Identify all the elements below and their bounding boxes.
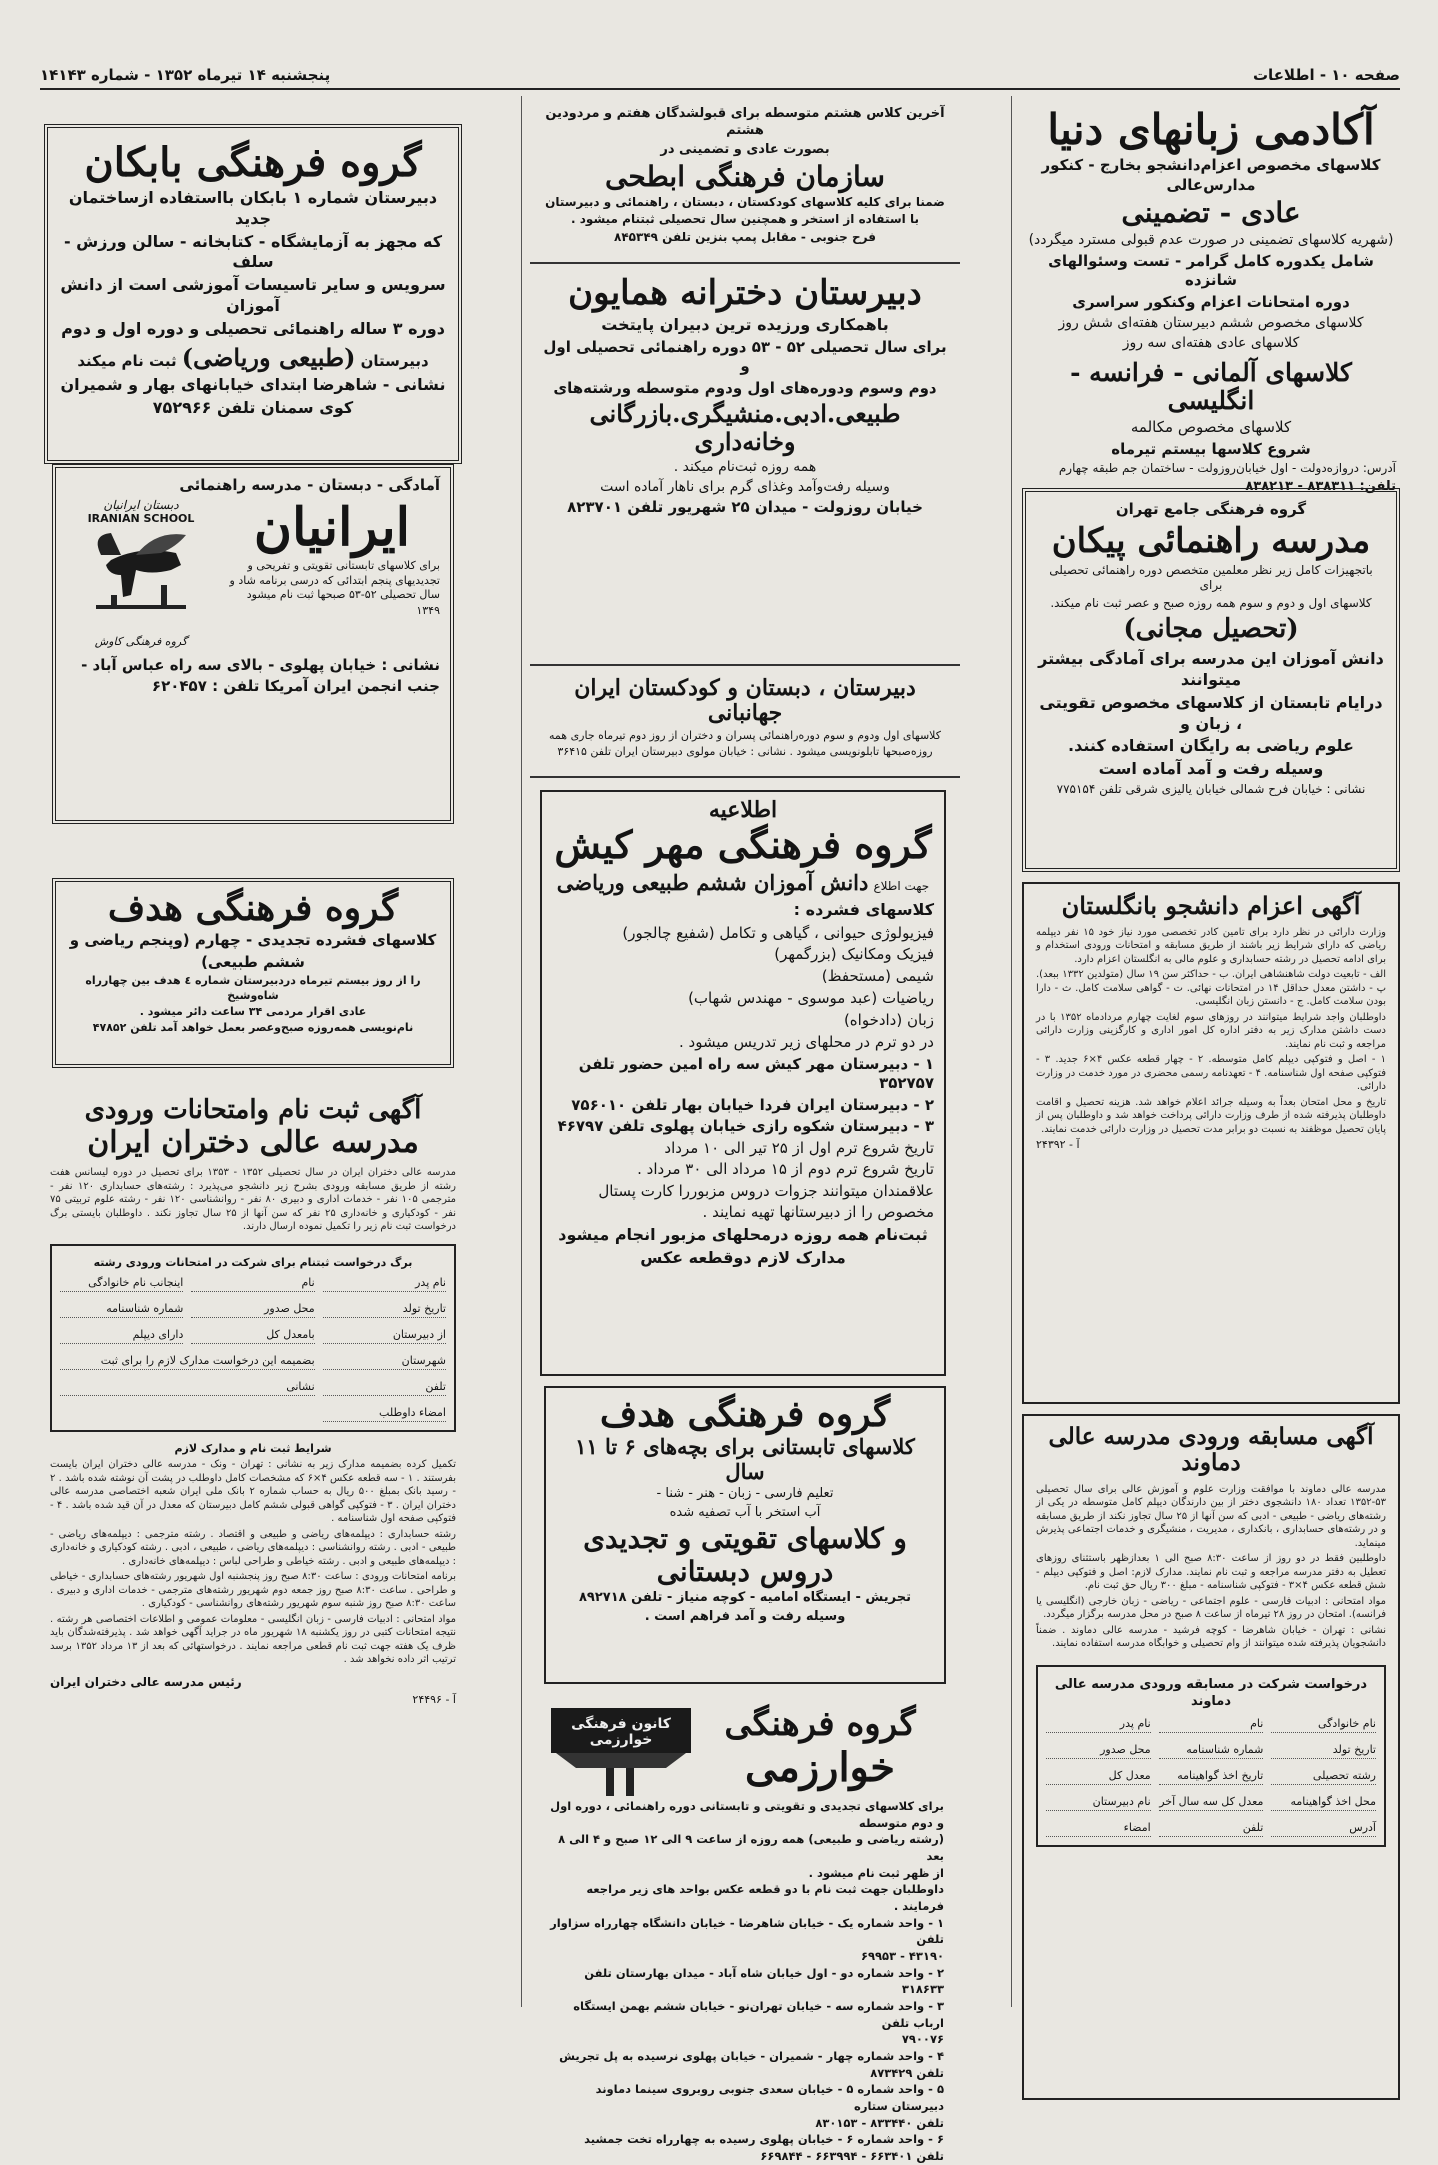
ad-hadaf-summer (544, 1386, 946, 1684)
ad-line: وسیله رفت و آمد آماده است (1098, 759, 1324, 779)
ad-line: مدارک لازم دوقطعه عکس (640, 1247, 846, 1267)
divider (530, 664, 960, 666)
form-title: درخواست شرکت در مسابقه ورودی مدرسه عالی دماوند (1054, 1676, 1368, 1709)
ad-title: گروه فرهنگی بابکان (84, 139, 422, 186)
ad-line: وسیله رفت و آمد فراهم است . (644, 1608, 846, 1624)
ad-mehr-kish (540, 790, 946, 1376)
ad-title: سازمان فرهنگی ابطحی (605, 159, 885, 193)
ad-address: نشانی - شاهرضا ابتدای خیابانهای بهار و شمیران (60, 375, 446, 395)
ad-body: نشانی : تهران - خیابان شاهرضا - کوچه فرشید - مدرسه عالی دماوند . ضمناً دانشجویان پذیرفته شده میتوانند از وام تحصیلی و خوابگاه مدرسه استفاده نمایند. (1036, 1624, 1386, 1650)
ad-code: آ - ۲۴۳۹۲ (1036, 1138, 1080, 1152)
column-left (40, 96, 466, 2007)
iranian-body (66, 498, 440, 648)
ad-madrese-dokhtaran (40, 1092, 466, 2102)
ad-line: کلاسهای فشرده : (793, 899, 934, 919)
application-form (50, 1244, 456, 1432)
ad-body: تکمیل کرده بضمیمه مدارک زیر به نشانی : تهران - ونک - مدرسه عالی دختران ایران بایست بفرستند . ۱ - سه قطعه عکس ۴×۶ که مشخصات کامل داوطلب در پشت آن نوشته شده باشد . ۲ - رسید بانک بمبلغ ۵۰۰ ریال به حساب شماره ۲ بانک ملی ایران شعبه اختصاصی مدرسه عالی دختران ایران . ۳ - فتوکپی گواهی قبولی ششم کامل دبیرستان که معدل در آن قید شده باشد . ۴ - فتوکپی صفحه اول شناسنامه . (50, 1459, 456, 1525)
ad-line: شامل یکدوره کامل گرامر - تست وسئوالهای شانزده (1048, 251, 1374, 290)
ad-title: گروه فرهنگی هدف (599, 1393, 891, 1435)
column-middle (530, 96, 960, 2164)
ad-title: گروه فرهنگی (724, 1704, 916, 1745)
ad-phone: تلفن: ۸۳۸۳۱۱ - ۸۳۸۲۱۳ (1245, 478, 1396, 494)
ad-line: عادی اقرار مردمی ۳۴ ساعت دائر میشود . (139, 1004, 367, 1018)
ad-title: خوارزمی (745, 1743, 895, 1791)
ad-line: درایام تابستان از کلاسهای مخصوص تقویتی ، زبان و (1039, 692, 1383, 733)
form-field[interactable]: معدل کل (1046, 1769, 1151, 1785)
ad-line: وسیله رفت‌وآمد وغذای گرم برای ناهار آماده است (600, 478, 890, 495)
course-item: ریاضیات (عبد موسوی - مهندس شهاب) (688, 988, 934, 1007)
ad-address: نام‌نویسی همه‌روزه صبح‌وعصر بعمل خواهد آمد تلفن ۴۷۸۵۲ (92, 1021, 414, 1035)
ad-phone: کوی سمنان تلفن ۷۵۲۹۶۶ (152, 398, 354, 418)
ad-title: گروه فرهنگی مهر کیش (554, 822, 932, 868)
ad-line: علاقمندان میتوانند جزوات دروس مزبوررا کارت پستال (598, 1181, 934, 1200)
ad-line: آمادگی - دبستان - مدرسه راهنمائی (179, 476, 440, 494)
ad-line: ۴ - واحد شماره چهار - شمیران - خیابان پهلوی نرسیده به پل تجریش تلفن ۸۷۳۴۲۹ (559, 2049, 944, 2080)
ad-line: تاریخ شروع ترم دوم از ۱۵ مرداد الی ۳۰ مرداد . (637, 1160, 934, 1179)
ad-line: همه روزه ثبت‌نام میکند . (673, 458, 817, 475)
ad-line: داوطلبان جهت ثبت نام با دو قطعه عکس بواحد های زیر مراجعه فرمایند . (586, 1882, 944, 1914)
ad-body: مواد امتحانی : ادبیات فارسی - زبان انگلیسی - معلومات عمومی و اطلاعات اختصاصی هر رشته . نتیجه امتحانات کتبی در روز یکشنبه ۱۸ شهریور ماه در جراید آگهی خواهد شد . پذیرفته‌شدگان باید ظرف یک هفته جهت ثبت نام قطعی مراجعه نمایند . درخواستهائی که بعد از ۱۳ مرداد ۱۳۵۲ برسد ترتیب اثر داده نخواهد شد . (50, 1613, 456, 1666)
ad-ezam-golestan (1022, 882, 1400, 1404)
ad-line: جهت اطلاع (873, 878, 930, 893)
ad-body: تاریخ و محل امتحان بعداً به وسیله جرائد اعلام خواهد شد. هزینه تحصیل و اقامت داوطلبان پذیرفته شده از طرف وزارت دارائی پرداخت خواهد شد و داوطلبان پس از پایان تحصیل موظفند به نسبت دو برابر مدت تحصیل در وزارت دارائی خدمت نمایند. (1036, 1096, 1386, 1135)
form-field[interactable]: نام پدر (1046, 1717, 1151, 1733)
ad-line: ۲ - دبیرستان ایران فردا خیابان بهار تلفن ۷۵۶۰۱۰ (571, 1095, 934, 1114)
ad-line: دوره امتحانات اعزام وکنکور سراسری (1072, 292, 1350, 311)
form-field[interactable]: اینجانب نام خانوادگی (60, 1276, 183, 1292)
ad-title: آگهی مسابقه ورودی مدرسه عالی دماوند (1048, 1423, 1374, 1477)
form-field[interactable]: دارای دیپلم (60, 1328, 183, 1344)
ad-line: دوم وسوم ودوره‌های اول ودوم متوسطه ورشته‌های (553, 378, 937, 397)
divider (530, 776, 960, 778)
ad-subtitle: عادی - تضمینی (1121, 196, 1301, 230)
ad-kharazmi (536, 1692, 954, 2164)
ad-line: ۳ - واحد شماره سه - خیابان تهران‌نو - خیابان ششم بهمن ایستگاه ارباب تلفن (573, 1999, 944, 2030)
ad-line: تعلیم فارسی - زبان - هنر - شنا - (656, 1485, 834, 1501)
ad-iranian-school (52, 464, 454, 824)
header-page-label: صفحه ۱۰ - اطلاعات (1252, 66, 1400, 84)
ad-line: ۱ - واحد شماره یک - خیابان شاهرضا - خیابان دانشگاه چهارراه سزاوار تلفن (550, 1915, 944, 1947)
ad-line: ۳ - دبیرستان شکوه رازی خیابان پهلوی تلفن ۴۶۷۹۷ (557, 1117, 934, 1136)
ad-title: گروه فرهنگی هدف (107, 887, 399, 929)
ad-line: کلاسهای مخصوص ششم دبیرستان هفته‌ای شش روز (1058, 315, 1364, 332)
course-item: فیزیک ومکانیک (بزرگمهر) (774, 945, 934, 964)
ad-line: ششم طبیعی) (201, 952, 305, 971)
form-field[interactable]: نشانی (60, 1380, 315, 1396)
ad-line: برای کلاسهای تابستانی تقویتی و تفریحی و تجدیدیهای پنجم ابتدائی که درسی برنامه شاد و سال تحصیلی ۵۲-۵۳ صبحها ثبت نام میشود (229, 559, 440, 601)
ad-title: مدرسه راهنمائی پیکان (1051, 520, 1371, 561)
ad-body: مدرسه عالی دماوند با موافقت وزارت علوم و آموزش عالی برای سال تحصیلی ۵۳-۱۳۵۲ تعداد ۱۸۰ دانشجوی دختر از بین دارندگان دیپلم کامل متوسطه در یکی از رشته‌های ریاضی - طبیعی - ادبی که سن آنها از ۲۵ سال تجاوز نکند از طریق مسابقه و در رشته‌های حسابداری ، بانکداری ، مدیریت ، منشیگری و خدمات اجتماعی پذیرش مینماید. (1036, 1483, 1387, 1549)
ad-line: شروع کلاسها بیستم تیرماه (1111, 439, 1311, 458)
course-item: فیزیولوژی حیوانی ، گیاهی و تکامل (شفیع چالجور) (622, 923, 934, 942)
ad-address: فرح جنوبی - مقابل پمپ بنزین تلفن ۸۴۵۳۴۹ (614, 230, 876, 245)
ad-babakan (44, 124, 462, 464)
ad-line: کلاسهای فشرده تجدیدی - چهارم (وپنجم ریاضی و (69, 931, 437, 950)
kharazmi-header (546, 1698, 944, 1798)
form-fields (1046, 1717, 1376, 1837)
form-field[interactable]: نام (191, 1276, 314, 1292)
ad-sazman-abtahi (530, 98, 960, 258)
ad-body: وزارت دارائی در نظر دارد برای تامین کادر تخصصی مورد نیاز خود ۱۵ نفر دیپلمه ریاضی که دارای شرایط زیر باشند از طریق مسابقه و امتحانات ورودی استخدام و برای ادامه تحصیل در رشته حسابداری و علوم مالی به انگلستان اعزام دارد. (1036, 926, 1386, 965)
ad-subtitle: دانش آموزان ششم طبیعی وریاضی (556, 869, 869, 895)
ad-line: ۲ - واحد شماره دو - اول خیابان شاه آباد - میدان بهارستان تلفن ۳۱۸۶۳۳ (584, 1965, 944, 1997)
ad-line: ۵ - واحد شماره ۵ - خیابان سعدی جنوبی روبروی سینما دماوند دبیرستان ستاره (595, 2082, 944, 2114)
ad-body: برنامه امتحانات ورودی : ساعت ۸:۳۰ صبح روز پنجشنبه اول شهریور رشته‌های حسابداری - خیاطی و طراحی . ساعت ۸:۳۰ صبح روز جمعه دوم شهریور رشته‌های مترجمی - خدمات اداری و دبیری . ساعت ۸:۳۰ صبح روز شنبه سوم شهریور رشته‌های روانشناسی - کودکیاری . (50, 1571, 456, 1610)
ad-title: دبیرستان ، دبستان و کودکستان ایران جهانبانی (574, 675, 916, 727)
form-field[interactable]: نام پدر (323, 1276, 446, 1292)
logo-text: دبستان ایرانیان (103, 497, 179, 512)
ad-address: نشانی : خیابان فرح شمالی خیابان یالیزی شرقی تلفن ۷۷۵۱۵۴ (1056, 782, 1366, 797)
ad-subtitle: و کلاسهای تقویتی و تجدیدی (583, 1522, 907, 1556)
kharazmi-body (546, 1798, 944, 2165)
form-field[interactable]: تلفن (1159, 1821, 1264, 1837)
ad-body: مدرسه عالی دختران ایران در سال تحصیلی ۱۳۵۲ - ۱۳۵۳ برای تحصیل در دوره لیسانس هفت رشته از طریق مسابقه ورودی بشرح زیر دانشجو می‌پذیرد : رشته‌های حسابداری ۱۲۰ نفر - مترجمی ۱۰۵ نفر - خدمات اداری و دبیری ۸۰ نفر - روانشناسی ۱۲۰ نفر - رشته علوم تربیتی ۷۵ نفر - کودکیاری و خانه‌داری ۲۵ نفر که سن آنها از ۲۵ سال تجاوز نکند . داوطلبان بایستی برگ درخواست ثبت نام زیر را تکمیل نموده ارسال دارند. (50, 1167, 457, 1233)
ad-address: تجریش - ایستگاه امامیه - کوچه منیاز - تلفن ۸۹۲۷۱۸ (579, 1589, 911, 1605)
ad-line: را از روز بیستم تیرماه دردبیرستان شماره ٤ هدف بین چهارراه شاه‌وشیخ (85, 974, 421, 1002)
page-header (40, 66, 1400, 90)
ad-line: کلاسهای مخصوص اعزام‌دانشجو بخارج - کنکور مدارس‌عالی (1041, 156, 1381, 194)
form-field[interactable]: از دبیرستان (323, 1328, 446, 1344)
ad-line: (رشته ریاضی و طبیعی) همه روزه از ساعت ۹ الی ۱۲ صبح و ۴ الی ۸ بعد (558, 1832, 944, 1864)
column-rule (521, 96, 522, 2007)
ad-code: آ - ۲۴۴۹۶ (412, 1692, 456, 1706)
ad-body: داوطلبان واجد شرایط میتوانند در روزهای سوم لغایت چهارم مردادماه ۱۳۵۲ با در دست داشتن مدارک زیر به دفتر اداره کل امور اداری و کارگزینی وزارت دارائی مراجعه و ثبت نام نمایند. (1036, 1011, 1386, 1050)
ad-kicker: اطلاعیه (708, 797, 778, 823)
ad-subtitle: دروس دبستانی (656, 1554, 834, 1588)
ad-line: از ظهر ثبت نام میشود . (808, 1865, 944, 1880)
section-title: شرایط ثبت نام و مدارک لازم (174, 1442, 332, 1456)
ad-line: کلاسهای اول ودوم و سوم دوره‌راهنمائی پسران و دختران از روز دوم تیرماه جاری همه (549, 728, 941, 742)
form-field[interactable]: محل صدور (1046, 1743, 1151, 1759)
ad-line: تلفن ۸۳۳۴۴۰ - ۸۳۰۱۵۳ (815, 2115, 944, 2130)
course-list (552, 923, 934, 1032)
ad-line: باهمکاری ورزیده ترین دبیران پایتخت (601, 315, 889, 335)
course-item: زبان (دادخواه) (843, 1010, 934, 1029)
ad-subtitle: طبیعی.ادبی.منشیگری.بازرگانی وخانه‌داری (589, 399, 901, 456)
form-field[interactable]: نام دبیرستان (1046, 1795, 1151, 1811)
ad-line: ثبت‌نام همه روزه درمحلهای مزبور انجام میشود (558, 1224, 928, 1244)
form-field[interactable]: محل صدور (191, 1302, 314, 1318)
ad-dabirestan-homayoun (530, 268, 960, 658)
form-title: برگ درخواست ثبتنام برای شرکت در امتحانات ورودی رشته (93, 1255, 413, 1269)
ad-subtitle: کلاسهای تابستانی برای بچه‌های ۶ تا ۱۱ سال (575, 1434, 915, 1484)
ad-line: ۴۳۱۹۰ - ۶۹۹۵۳ (861, 1949, 944, 1964)
ad-body: ۱ - اصل و فتوکپی دیپلم کامل متوسطه. ۲ - چهار قطعه عکس ۴×۶ جدید. ۳ - فتوکپی صفحه اول شناسنامه. ۴ - تعهدنامه رسمی محضری در مورد خدمت در وزارت دارائی. (1036, 1054, 1387, 1093)
winged-bull-emblem-icon (81, 525, 201, 635)
ad-line: آب استخر با آب تصفیه شده (669, 1504, 821, 1520)
form-field[interactable]: تاریخ اخذ گواهینامه (1159, 1769, 1264, 1785)
iranian-logo (66, 498, 216, 648)
ad-address: خیابان روزولت - میدان ۲۵ شهریور تلفن ۸۲۳۷۰۱ (567, 497, 923, 516)
ad-line: دانش آموزان این مدرسه برای آمادگی بیشتر میتوانند (1038, 649, 1384, 690)
ad-madrese-damavand (1022, 1414, 1400, 2100)
ad-line: که مجهز به آزمایشگاه - کتابخانه - سالن ورزش - سلف (63, 231, 443, 272)
ad-line: در دو ترم در محلهای زیر تدریس میشود . (679, 1033, 934, 1052)
form-fields (60, 1276, 446, 1422)
form-field[interactable]: شهرستان (323, 1354, 446, 1370)
form-field[interactable]: تاریخ تولد (323, 1302, 446, 1318)
column-right (1022, 96, 1400, 2007)
ad-line: برای سال تحصیلی ۵۲ - ۵۳ دوره راهنمائی تحصیلی اول و (543, 337, 947, 376)
logo-caption: گروه فرهنگی کاوش (94, 634, 188, 648)
form-field[interactable]: بضمیمه این درخواست مدارک لازم را برای ثبت (60, 1354, 315, 1370)
ad-body: داوطلبین فقط در دو روز از ساعت ۸:۳۰ صبح الی ۱ بعدازظهر باستثنای روزهای تعطیل به دفتر مدرسه مراجعه و ثبت نام نمایند. مدارک لازم: اصل و فتوکپی دیپلم - شش قطعه عکس ۴×۳ - فتوکپی شناسنامه - مبلغ ۳۰۰ ریال حق ثبت نام. (1036, 1553, 1386, 1592)
form-field[interactable]: محل اخذ گواهینامه (1271, 1795, 1376, 1811)
ad-akademi-zabanha (1022, 102, 1400, 494)
ad-line: مخصوص را از دبیرستانها تهیه نمایند . (702, 1203, 934, 1222)
ad-line: ۱۳۴۹ (416, 604, 440, 618)
ad-kicker: گروه فرهنگی جامع تهران (1115, 500, 1307, 518)
ad-line: ثبت نام میکند (77, 351, 177, 370)
ad-address: نشانی : خیابان پهلوی - بالای سه راه عباس آباد - (81, 655, 440, 674)
ad-line: ۷۹۰۰۷۶ (901, 2032, 944, 2047)
ad-iran-jahanbani (530, 670, 960, 770)
form-field[interactable]: معدل کل سه سال آخر (1159, 1795, 1264, 1811)
ad-subtitle: کلاسهای آلمانی - فرانسه - انگلیسی (1070, 357, 1352, 416)
ad-madrese-peykan (1022, 488, 1400, 872)
ad-title: آکادمی زبانهای دنیا (1047, 105, 1375, 154)
ad-body: مواد امتحانی : ادبیات فارسی - علوم اجتماعی - ریاضی - زبان خارجی (انگلیسی یا فرانسه). امتحان در روز ۲۸ تیرماه از ساعت ۸ صبح در محل مدرسه برگزار میگردد. (1036, 1595, 1386, 1621)
kharazmi-emblem-icon (546, 1698, 696, 1798)
ad-line: کلاسهای اول و دوم و سوم همه روزه صبح و عصر ثبت نام میکند. (1050, 595, 1372, 610)
kharazmi-logo (546, 1698, 696, 1798)
form-field[interactable]: شماره شناسنامه (1159, 1743, 1264, 1759)
ad-line: (شهریه کلاسهای تضمینی در صورت عدم قبولی مسترد میگردد) (1028, 232, 1394, 249)
ad-title: مدرسه عالی دختران ایران (87, 1124, 419, 1160)
ad-line: روزه‌صبحها تابلونویسی میشود . نشانی : خیابان مولوی دبیرستان ایران تلفن ۳۶۴۱۵ (557, 744, 933, 758)
ad-line: ۱ - دبیرستان مهر کیش سه راه امین حضور تلفن ۳۵۲۷۵۷ (578, 1054, 934, 1093)
form-field[interactable]: شماره شناسنامه (60, 1302, 183, 1318)
ad-line: باتجهیزات کامل زیر نظر معلمین متخصص دوره راهنمائی تحصیلی برای (1049, 562, 1373, 593)
ad-title: ایرانیان (253, 496, 411, 558)
logo-text-en: IRANIAN SCHOOL (87, 511, 195, 525)
application-form (1036, 1665, 1386, 1847)
ad-hadaf-intensive (52, 878, 454, 1068)
ad-line: تلفن ۶۶۳۴۰۱ - ۶۶۳۹۹۴ - ۶۶۹۸۴۴ (760, 2149, 944, 2164)
column-rule (1011, 96, 1012, 2007)
ad-line: برای کلاسهای تجدیدی و تقویتی و تابستانی دوره راهنمائی ، دوره اول و دوم متوسطه (550, 1799, 944, 1830)
form-field[interactable]: امضاء (1046, 1821, 1151, 1837)
ad-address: جنب انجمن ایران آمریکا تلفن : ۶۲۰۴۵۷ (151, 677, 440, 695)
form-field[interactable]: نام (1159, 1717, 1264, 1733)
ad-subtitle: (تحصیل مجانی) (1123, 614, 1299, 645)
form-field[interactable]: نام خانوادگی (1271, 1717, 1376, 1733)
ad-line: ۶ - واحد شماره ۶ - خیابان پهلوی رسیده به چهارراه تخت جمشید (584, 2132, 944, 2147)
ad-line: کلاسهای مخصوص مکالمه (1130, 418, 1292, 437)
ad-line: سرویس و سایر تاسیسات آموزشی است از دانش آموزان (60, 275, 446, 315)
ad-line: تاریخ شروع ترم اول از ۲۵ تیر الی ۱۰ مرداد (664, 1138, 934, 1157)
ad-line: بصورت عادی و تضمینی در (660, 141, 830, 157)
divider (530, 262, 960, 264)
ad-line: دبیرستان شماره ۱ بابکان بااستفاده ازساختمان جدید (68, 188, 438, 228)
ad-title: دبیرستان دخترانه همایون (568, 273, 922, 313)
ad-line: دوره ۳ ساله راهنمائی تحصیلی و دوره اول و دوم (61, 318, 445, 338)
ad-body: رشته حسابداری : دیپلمه‌های ریاضی و طبیعی و اقتصاد . رشته مترجمی : دیپلمه‌های ریاضی - طبیعی - ادبی . رشته روانشناسی : دیپلمه‌های ریاضی ، طبیعی ، ادبی . رشته کودکیاری و خانه‌داری : دیپلمه‌های طبیعی و ادبی . رشته خیاطی و طراحی لباس : دیپلمه‌های خانه‌داری . (50, 1528, 456, 1567)
logo-text: کانون فرهنگی خوارزمی (571, 1716, 671, 1748)
ad-line: کلاسهای عادی هفته‌ای سه روز (1122, 335, 1300, 352)
signature-line: رئیس مدرسه عالی دختران ایران (50, 1674, 242, 1689)
course-item: شیمی (مستحفظ) (821, 967, 934, 986)
ad-line: آخرین کلاس هشتم متوسطه برای قبولشدگان هفتم و مردودین هشتم (545, 106, 945, 138)
header-date-issue: پنجشنبه ۱۴ تیرماه ۱۳۵۲ - شماره ۱۴۱۴۳ (40, 66, 331, 84)
ad-line: با استفاده از استخر و همچنین سال تحصیلی ثبتنام میشود . (571, 212, 919, 227)
form-field[interactable]: آدرس (1271, 1821, 1376, 1837)
ad-title: آگهی ثبت نام وامتحانات ورودی (84, 1095, 422, 1125)
form-field[interactable]: رشته تحصیلی (1271, 1769, 1376, 1785)
ad-subtitle: (طبیعی وریاضی) (181, 342, 356, 372)
ad-body: الف - تابعیت دولت شاهنشاهی ایران. ب - حداکثر سن ۱۹ سال (متولدین ۱۳۳۲ ببعد). پ - داشتن معدل حداقل ۱۴ در امتحانات نهائی. ت - گواهی سلامت کامل. ث - دارا بودن سلامت کامل. ج - دانستن زبان انگلیسی. (1036, 969, 1386, 1008)
ad-address: آدرس: دروازه‌دولت - اول خیابان‌روزولت - ساختمان جم طبقه چهارم (1058, 461, 1396, 476)
form-field[interactable]: تاریخ تولد (1271, 1743, 1376, 1759)
form-field[interactable]: امضاء داوطلب (323, 1406, 446, 1422)
ad-line: علوم ریاضی به رایگان استفاده کنند. (1068, 736, 1354, 756)
ad-title: آگهی اعزام دانشجو بانگلستان (1061, 891, 1361, 920)
form-field[interactable]: بامعدل کل (191, 1328, 314, 1344)
ad-line: ضمنا برای کلیه کلاسهای کودکستان ، دبستان ، راهنمائی و دبیرستان (545, 194, 945, 209)
ad-line: دبیرستان (360, 351, 429, 370)
form-field[interactable]: تلفن (323, 1380, 446, 1396)
